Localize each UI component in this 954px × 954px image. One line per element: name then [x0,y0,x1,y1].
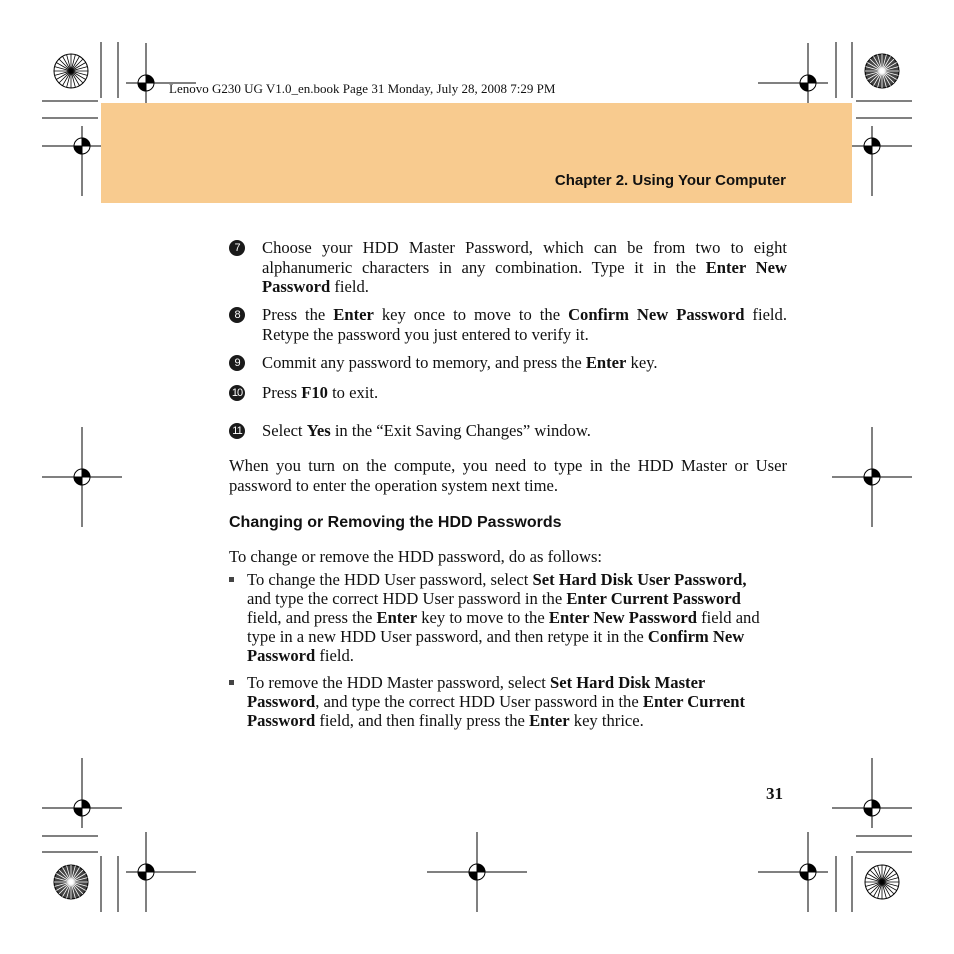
list-item [229,673,774,730]
step-item [229,353,787,373]
step-text: Press F10 to exit. [262,383,379,402]
step-text: Press the Enter key once to move to the Confirm New Password field. Retype the password you just entered to verify it. [262,305,787,344]
bullet-icon [229,577,234,582]
step-text: Commit any password to memory, and press the Enter key. [262,353,658,372]
intro-paragraph: To change or remove the HDD password, do as follows: [229,547,603,566]
starburst-mark [865,865,899,899]
step-text: Choose your HDD Master Password, which can be from two to eight alphanumeric characters in any combination. Type it in the Enter New Password field. [262,238,788,296]
starburst-mark [54,54,88,88]
step-item [229,238,787,297]
starburst-mark [54,865,88,899]
running-head: Lenovo G230 UG V1.0_en.book Page 31 Monday, July 28, 2008 7:29 PM [169,81,556,96]
list-item-text: To change the HDD User password, select Set Hard Disk User Password, and type the correct HDD User password in the Enter Current Password field, and press the Enter key to move to the Enter New Password field and type in a new HDD User password, and then retype it in the Confirm New Password field. [247,570,760,665]
step-number: 7 [229,240,245,256]
body-paragraph: When you turn on the compute, you need to type in the HDD Master or User password to enter the operation system next time. [229,456,787,495]
chapter-title: Chapter 2. Using Your Computer [554,172,786,189]
list-item [229,570,774,665]
step-item [229,421,787,441]
step-number: 11 [229,423,245,439]
step-item [229,383,787,403]
starburst-mark [865,54,899,88]
section-heading: Changing or Removing the HDD Passwords [229,514,562,531]
step-number: 9 [229,355,245,371]
step-number: 10 [229,385,245,401]
step-text: Select Yes in the “Exit Saving Changes” window. [262,421,591,440]
page-number: 31 [766,784,783,803]
list-item-text: To remove the HDD Master password, select Set Hard Disk Master Password, and type the correct HDD User password in the Enter Current Password field, and then finally press the Enter key thrice. [247,673,746,730]
bullet-icon [229,680,234,685]
step-item [229,305,787,344]
step-number: 8 [229,307,245,323]
